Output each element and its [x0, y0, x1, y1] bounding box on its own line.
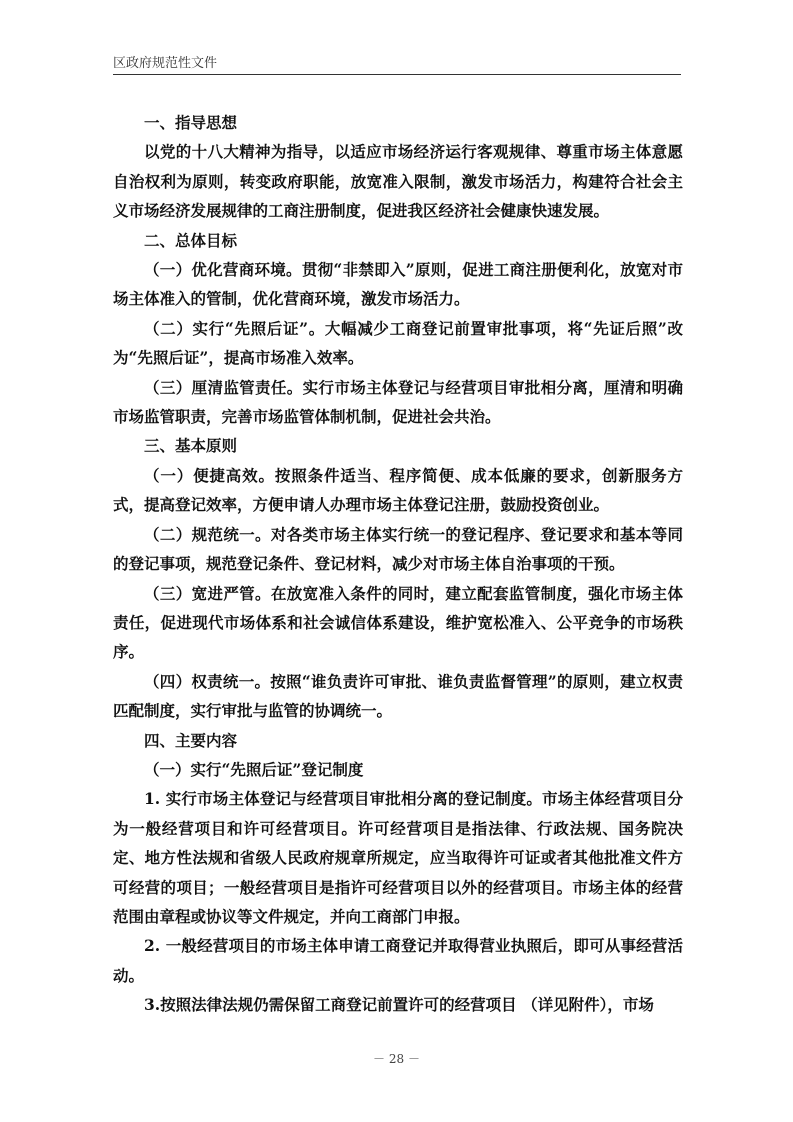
header-divider [113, 74, 681, 75]
page-number: － 28 － [373, 1052, 420, 1066]
paragraph-item-3: 3.按照法律法规仍需保留工商登记前置许可的经营项目 （详见附件），市场 [144, 995, 654, 1015]
section-heading-basic-principles: 三、基本原则 [144, 436, 238, 456]
paragraph-guiding-thought: 以党的十八大精神为指导，以适应市场经济运行客观规律、尊重市场主体意愿自治权利为原则，转变政府职能，放宽准入限制，激发市场活力，构建符合社会主义市场经济发展规律的工商注册制度，促进我区经济社会健康快速发展。 [113, 142, 683, 221]
subsection-heading-license-first: （一）实行“先照后证”登记制度 [144, 759, 364, 779]
paragraph-item-2: 2. 一般经营项目的市场主体申请工商登记并取得营业执照后，即可从事经营活动。 [113, 936, 683, 985]
paragraph-principle-2: （二）规范统一。对各类市场主体实行统一的登记程序、登记要求和基本等同的登记事项，规范登记条件、登记材料，减少对市场主体自治事项的干预。 [113, 524, 683, 574]
paragraph-principle-3: （三）宽进严管。在放宽准入条件的同时，建立配套监管制度，强化市场主体责任，促进现代市场体系和社会诚信体系建设，维护宽松准入、公平竞争的市场秩序。 [113, 583, 683, 662]
paragraph-principle-4: （四）权责统一。按照“谁负责许可审批、谁负责监督管理”的原则，建立权责匹配制度，实行审批与监管的协调统一。 [113, 671, 683, 721]
section-heading-main-content: 四、主要内容 [144, 730, 238, 750]
page-header-title: 区政府规范性文件 [113, 56, 218, 71]
paragraph-goal-2: （二）实行“先照后证”。大幅减少工商登记前置审批事项，将“先证后照”改为“先照后证”，提高市场准入效率。 [113, 318, 683, 368]
document-body [113, 108, 683, 1020]
paragraph-principle-1: （一）便捷高效。按照条件适当、程序简便、成本低廉的要求，创新服务方式，提高登记效率，方便申请人办理市场主体登记注册，鼓励投资创业。 [113, 465, 683, 515]
section-heading-guiding-thought: 一、指导思想 [144, 113, 238, 132]
section-heading-overall-goals: 二、总体目标 [144, 230, 238, 250]
paragraph-item-1: 1. 实行市场主体登记与经营项目审批相分离的登记制度。市场主体经营项目分为一般经营项目和许可经营项目。许可经营项目是指法律、行政法规、国务院决定、地方性法规和省级人民政府规章所规定，应当取得许可证或者其他批准文件方可经营的项目；一般经营项目是指许可经营项目以外的经营项目。市场主体的经营范围由章程或协议等文件规定，并向工商部门申报。 [113, 789, 683, 926]
paragraph-goal-1: （一）优化营商环境。贯彻“非禁即入”原则，促进工商注册便利化，放宽对市场主体准入的管制，优化营商环境，激发市场活力。 [113, 260, 683, 309]
paragraph-goal-3: （三）厘清监管责任。实行市场主体登记与经营项目审批相分离，厘清和明确市场监管职责，完善市场监管体制机制，促进社会共治。 [113, 377, 683, 427]
